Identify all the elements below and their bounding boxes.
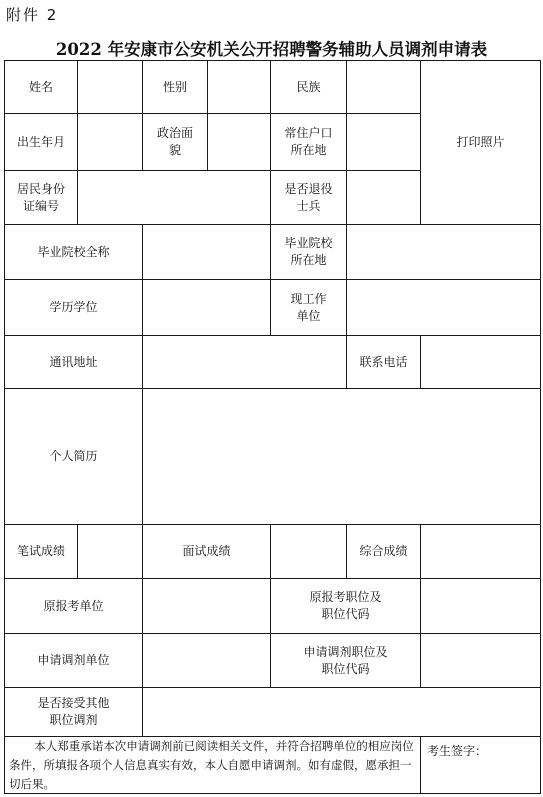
label-work-unit: 现工作 单位 (270, 279, 347, 336)
id-number-field[interactable] (77, 170, 271, 225)
label-total-score: 综合成绩 (346, 524, 421, 579)
political-field[interactable] (207, 113, 271, 171)
resume-field[interactable] (142, 388, 541, 525)
label-school-location: 毕业院校 所在地 (270, 224, 347, 280)
school-field[interactable] (142, 224, 271, 280)
label-address: 通讯地址 (4, 335, 143, 389)
label-degree: 学历学位 (4, 279, 143, 336)
degree-field[interactable] (142, 279, 271, 336)
address-field[interactable] (142, 335, 347, 389)
application-form-table (4, 60, 541, 794)
form-title: 2022 年安康市公安机关公开招聘警务辅助人员调剂申请表 (55, 40, 488, 59)
label-written-score: 笔试成绩 (4, 524, 78, 579)
adjust-position-field[interactable] (420, 633, 541, 688)
label-ethnicity: 民族 (270, 60, 347, 114)
label-gender: 性别 (142, 60, 208, 114)
label-phone: 联系电话 (346, 335, 421, 389)
gender-field[interactable] (207, 60, 271, 114)
attachment-label: 附件 2 (6, 6, 59, 24)
name-field[interactable] (77, 60, 143, 114)
work-unit-field[interactable] (346, 279, 541, 336)
interview-score-field[interactable] (270, 524, 347, 579)
label-interview-score: 面试成绩 (142, 524, 271, 579)
written-score-field[interactable] (77, 524, 143, 579)
label-accept-other: 是否接受其他 职位调剂 (4, 687, 143, 737)
original-position-field[interactable] (420, 578, 541, 634)
label-resume: 个人简历 (4, 388, 143, 525)
label-id-number: 居民身份 证编号 (4, 170, 78, 225)
label-school: 毕业院校全称 (4, 224, 143, 280)
birth-field[interactable] (77, 113, 143, 171)
residence-field[interactable] (346, 113, 421, 171)
label-adjust-position: 申请调剂职位及 职位代码 (270, 633, 421, 688)
ethnicity-field[interactable] (346, 60, 421, 114)
veteran-field[interactable] (346, 170, 421, 225)
accept-other-field[interactable] (142, 687, 541, 737)
label-original-unit: 原报考单位 (4, 578, 143, 634)
label-name: 姓名 (4, 60, 78, 114)
total-score-field[interactable] (420, 524, 541, 579)
label-birth: 出生年月 (4, 113, 78, 171)
label-political: 政治面 貌 (142, 113, 208, 171)
photo-box[interactable]: 打印照片 (420, 60, 541, 225)
label-veteran: 是否退役 士兵 (270, 170, 347, 225)
declaration-text: 本人郑重承诺本次申请调剂前已阅读相关文件，并符合招聘单位的相应岗位条件，所填报各项个人信息真实有效，本人自愿申请调剂。如有虚假，愿承担一切后果。 (4, 736, 421, 794)
phone-field[interactable] (420, 335, 541, 389)
signature-field[interactable]: 考生签字： (420, 736, 541, 794)
adjust-unit-field[interactable] (142, 633, 271, 688)
original-unit-field[interactable] (142, 578, 271, 634)
label-original-position: 原报考职位及 职位代码 (270, 578, 421, 634)
label-residence: 常住户口 所在地 (270, 113, 347, 171)
label-adjust-unit: 申请调剂单位 (4, 633, 143, 688)
school-location-field[interactable] (346, 224, 541, 280)
